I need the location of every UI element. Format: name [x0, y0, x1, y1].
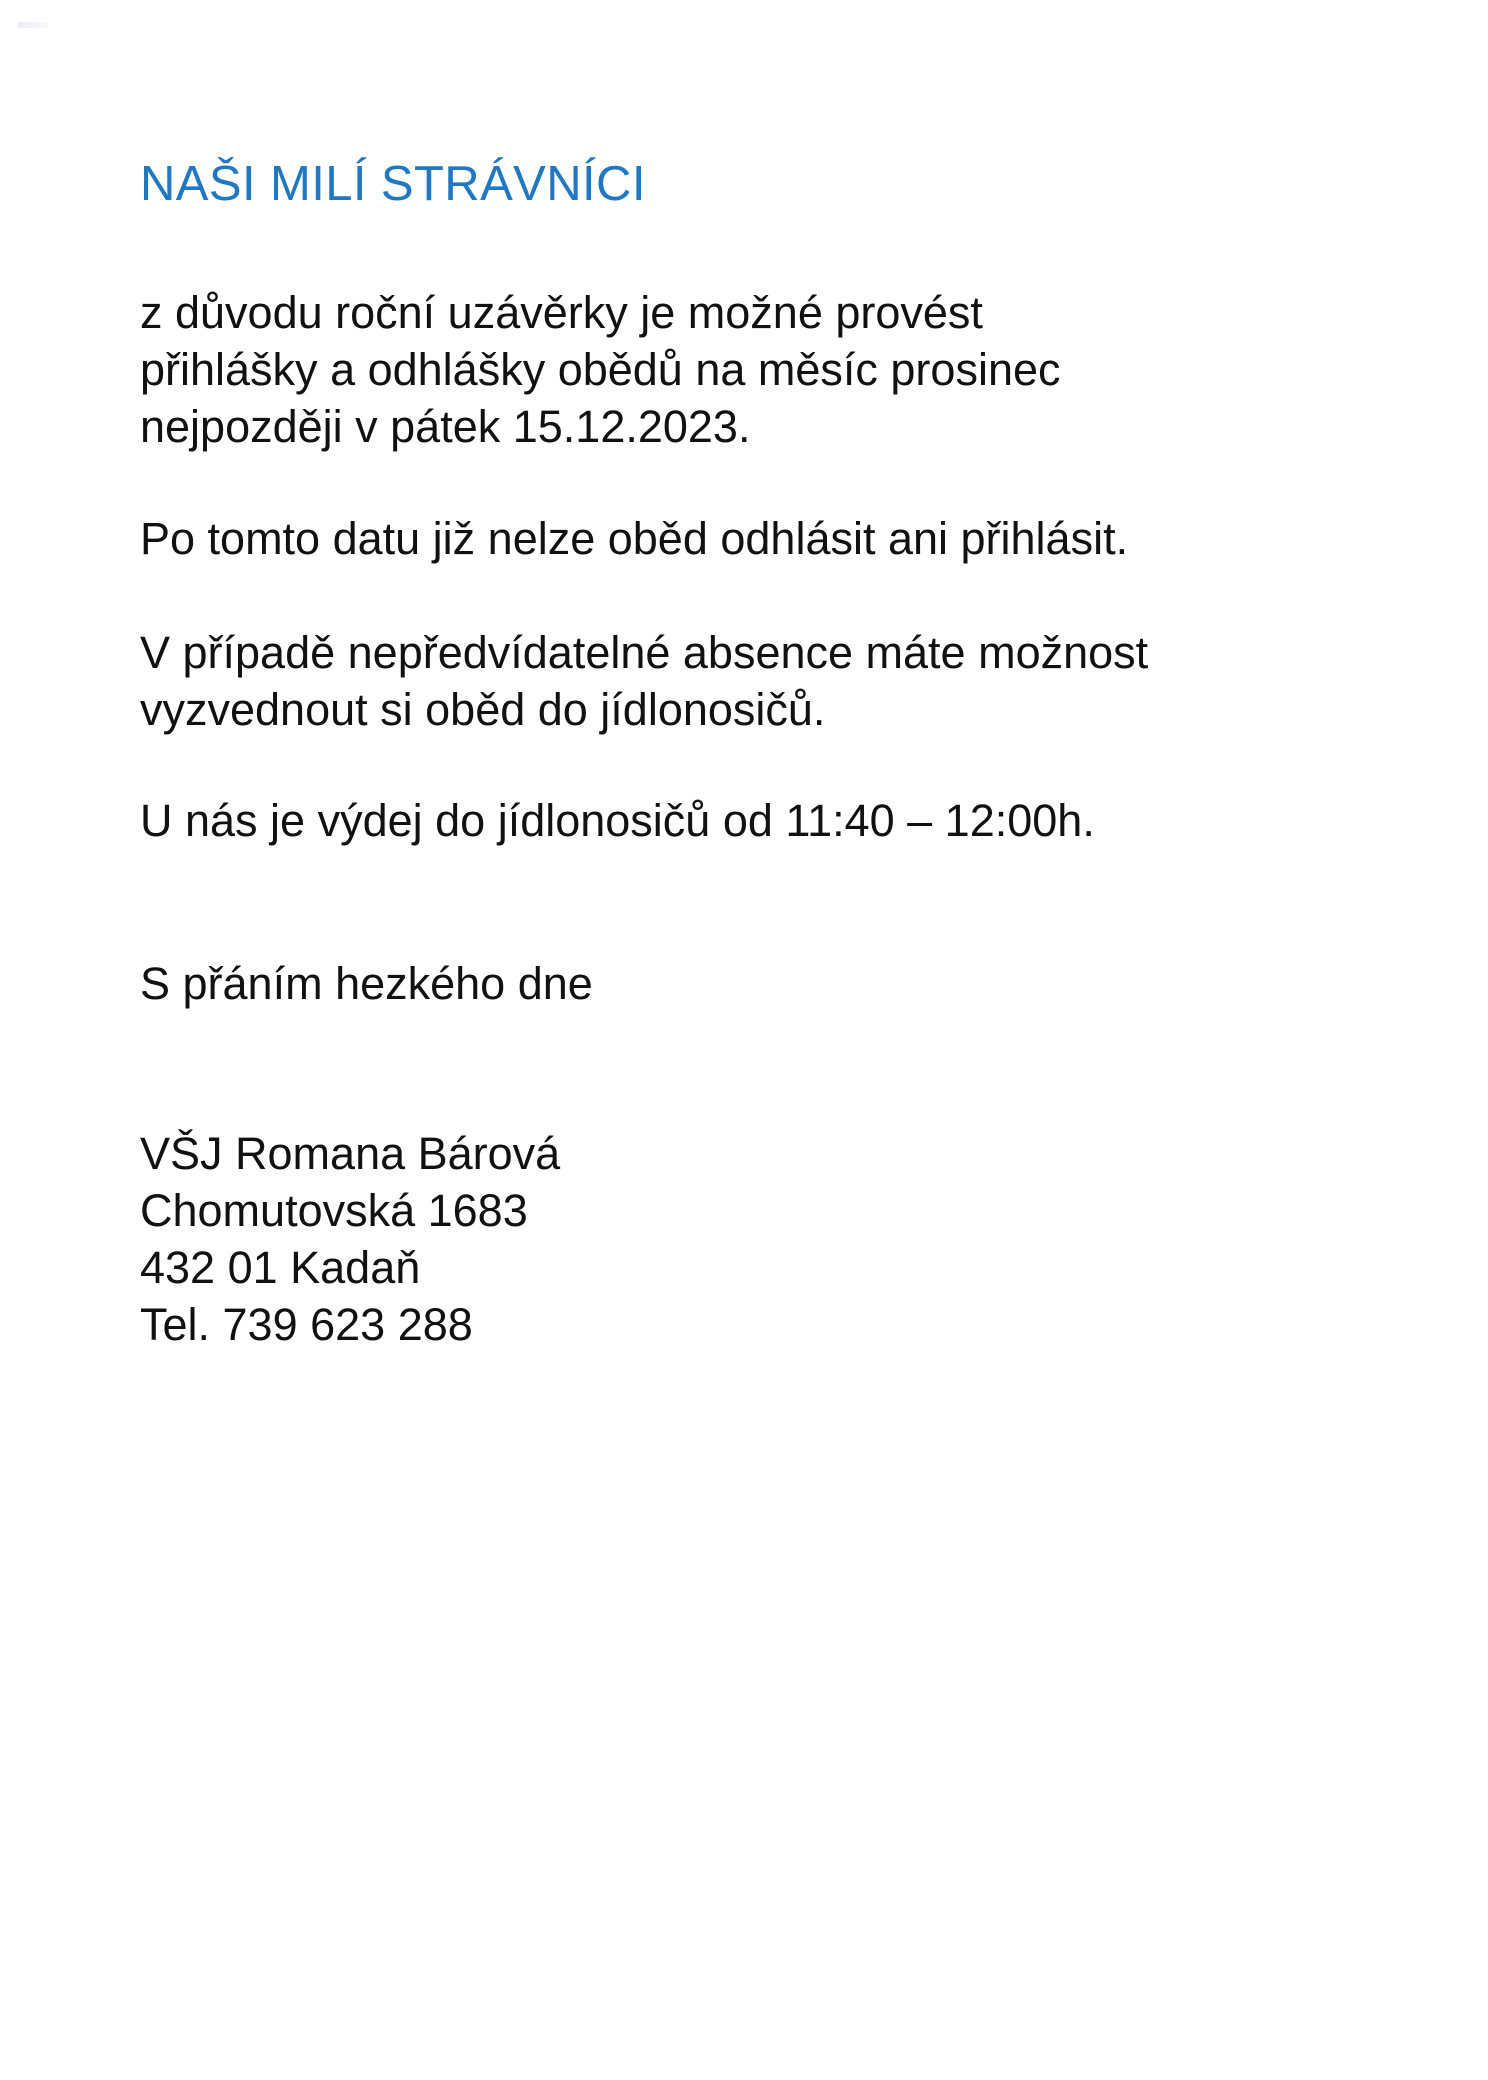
intro-line: z důvodu roční uzávěrky je možné provést — [140, 287, 983, 338]
signature-name: VŠJ Romana Bárová — [140, 1128, 561, 1179]
closing-greeting: S přáním hezkého dne — [140, 958, 593, 1009]
signature-city: 432 01 Kadaň — [140, 1242, 421, 1293]
absence-line: V případě nepředvídatelné absence máte možnost — [140, 627, 1149, 678]
absence-paragraph — [140, 624, 1148, 738]
absence-line: vyzvednout si oběd do jídlonosičů. — [140, 684, 826, 735]
deadline-note: Po tomto datu již nelze oběd odhlásit ani přihlásit. — [140, 513, 1129, 564]
signature-block — [140, 1125, 560, 1353]
signature-phone: Tel. 739 623 288 — [140, 1299, 473, 1350]
intro-line: nejpozději v pátek 15.12.2023. — [140, 401, 751, 452]
signature-street: Chomutovská 1683 — [140, 1185, 528, 1236]
notice-title: NAŠI MILÍ STRÁVNÍCI — [140, 157, 646, 211]
intro-line: přihlášky a odhlášky obědů na měsíc prosinec — [140, 344, 1061, 395]
pickup-time-note: U nás je výdej do jídlonosičů od 11:40 – 12:00h. — [140, 795, 1095, 846]
scan-artifact — [18, 22, 48, 28]
intro-paragraph — [140, 284, 1061, 455]
